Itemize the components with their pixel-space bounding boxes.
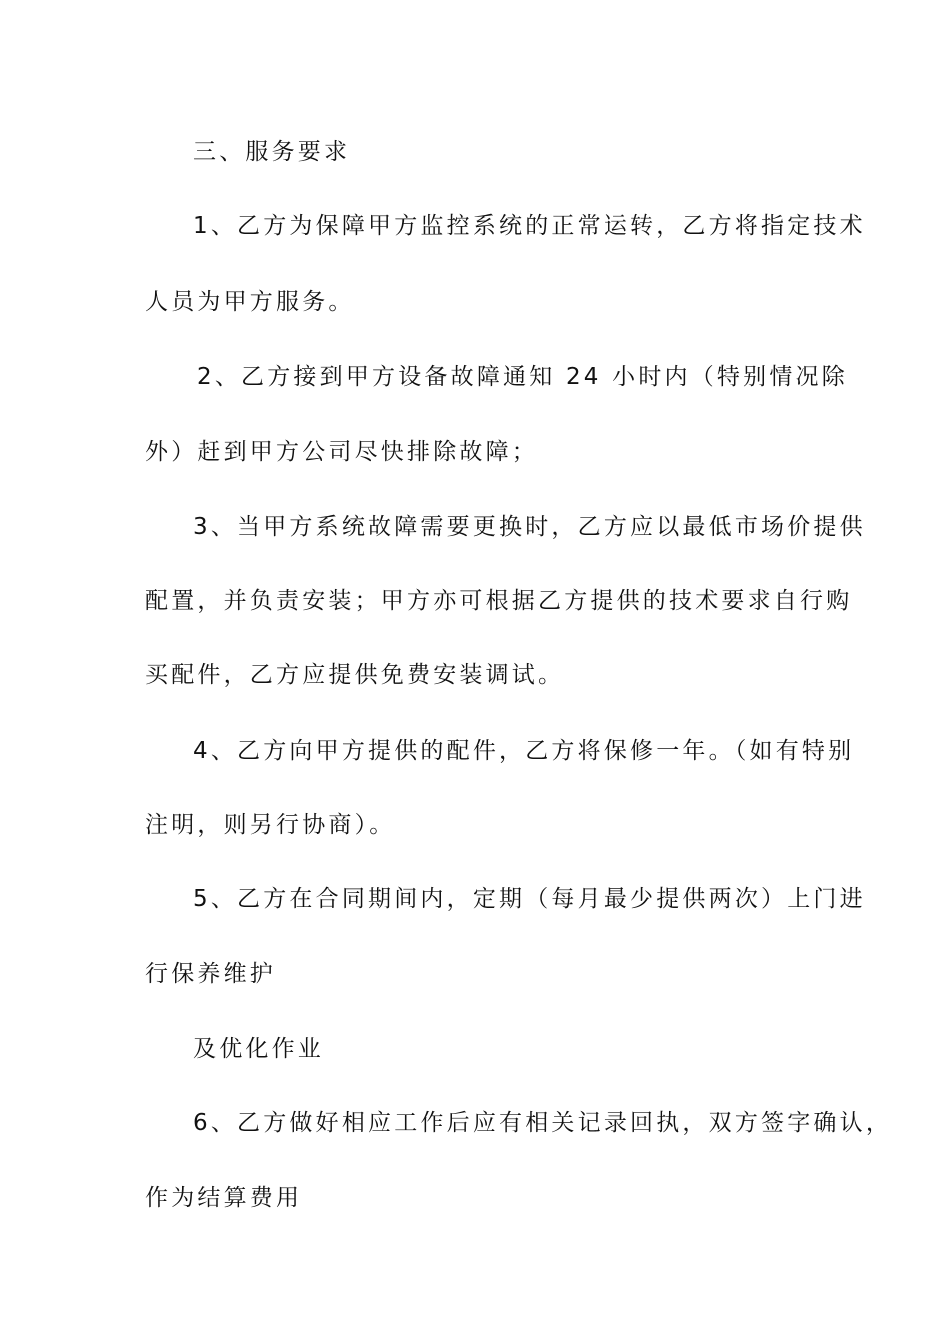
section-heading: 三、服务要求 [193,139,351,165]
paragraph-line: 外）赶到甲方公司尽快排除故障； [145,439,538,465]
paragraph-line: 及优化作业 [193,1036,324,1062]
paragraph-line: 3、当甲方系统故障需要更换时，乙方应以最低市场价提供 [193,514,866,540]
paragraph-line: 4、乙方向甲方提供的配件，乙方将保修一年。（如有特别 [193,738,855,764]
paragraph-line: 2、乙方接到甲方设备故障通知 24 小时内（特别情况除 [197,364,848,390]
paragraph-line: 配置，并负责安装；甲方亦可根据乙方提供的技术要求自行购 [145,588,853,614]
paragraph-line: 行保养维护 [145,961,276,987]
paragraph-line: 6、乙方做好相应工作后应有相关记录回执，双方签字确认， [193,1110,893,1136]
paragraph-line: 注明，则另行协商）。 [145,812,396,838]
paragraph-line: 1、乙方为保障甲方监控系统的正常运转，乙方将指定技术 [193,213,866,239]
paragraph-line: 5、乙方在合同期间内，定期（每月最少提供两次）上门进 [193,886,866,912]
paragraph-line: 买配件，乙方应提供免费安装调试。 [145,662,565,688]
paragraph-line: 作为结算费用 [145,1185,303,1211]
paragraph-line: 人员为甲方服务。 [145,289,355,315]
